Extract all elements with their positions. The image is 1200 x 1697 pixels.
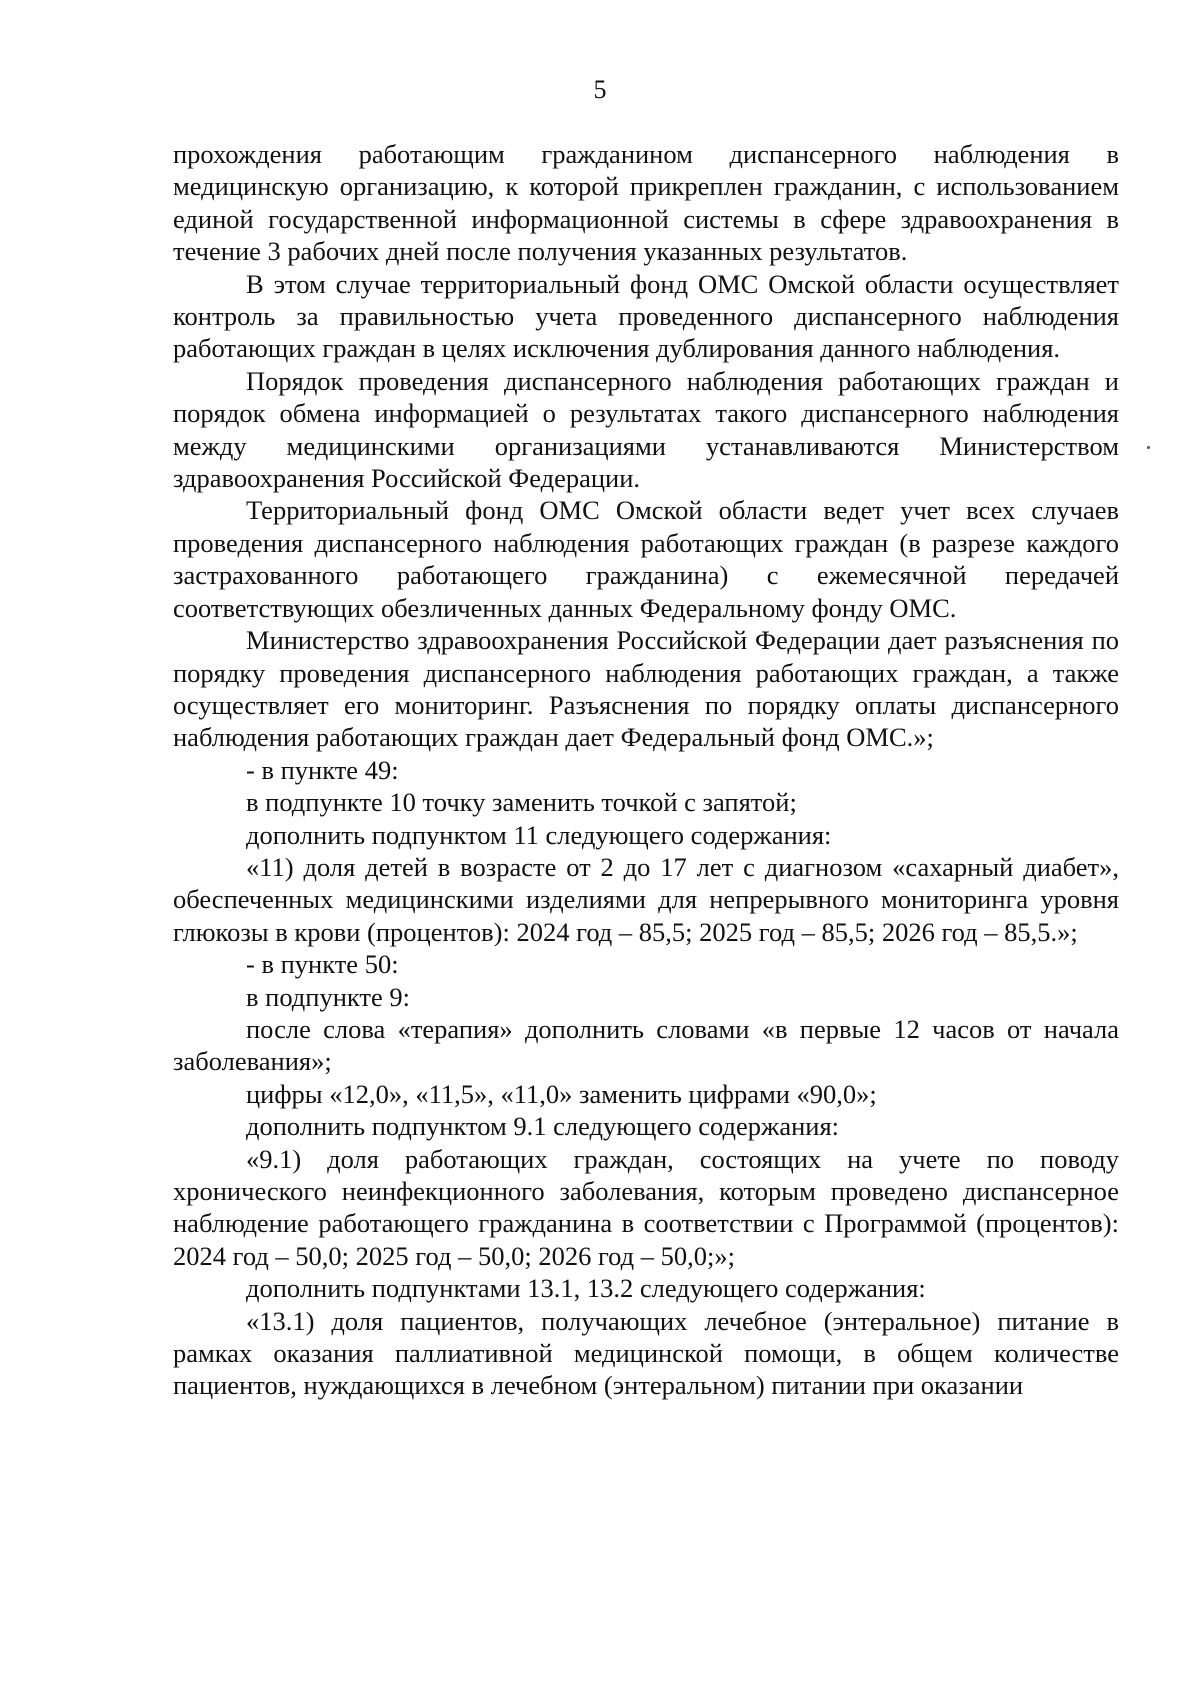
paragraph-fund-control: В этом случае территориальный фонд ОМС Омской области осуществляет контроль за правильностью учета проведенного диспансерного наблюдения работающих граждан в целях исключения дублирования данного наблюдения. xyxy=(173,268,1119,364)
paragraph-therapy-words: после слова «терапия» дополнить словами «в первые 12 часов от начала заболевания»; xyxy=(173,1013,1119,1077)
paragraph-add-subitems-13: дополнить подпунктами 13.1, 13.2 следующего содержания: xyxy=(246,1273,926,1304)
paragraph-item-50: - в пункте 50: xyxy=(246,949,399,980)
paragraph-ministry-clarifications: Министерство здравоохранения Российской Федерации дает разъяснения по порядку проведения диспансерного наблюдения работающих граждан, а также осуществляет его мониторинг. Разъяснения по порядку оплаты диспансерного наблюдения работающих граждан дает Федеральный фонд ОМС.»; xyxy=(173,625,1119,753)
paragraph-continuation: прохождения работающим гражданином диспансерного наблюдения в медицинскую организацию, к которой прикреплен гражданин, с использованием единой государственной информационной системы в сфере здравоохранения в течение 3 рабочих дней после получения указанных результатов. xyxy=(173,139,1119,267)
scan-speck xyxy=(1147,446,1150,449)
paragraph-digits-replace: цифры «12,0», «11,5», «11,0» заменить цифрами «90,0»; xyxy=(246,1078,877,1109)
paragraph-subitem-13-1-text: «13.1) доля пациентов, получающих лечебное (энтеральное) питание в рамках оказания паллиативной медицинской помощи, в общем количестве пациентов, нуждающихся в лечебном (энтеральном) питании при оказании xyxy=(173,1305,1119,1401)
paragraph-subitem-10: в подпункте 10 точку заменить точкой с запятой; xyxy=(246,787,797,818)
page-number: 5 xyxy=(593,75,607,104)
paragraph-subitem-9-1-text: «9.1) доля работающих граждан, состоящих на учете по поводу хронического неинфекционного заболевания, которым проведено диспансерное наблюдение работающего гражданина в соответствии с Программой (процентов): 2024 год – 50,0; 2025 год – 50,0; 2026 год – 50,0;»; xyxy=(173,1143,1119,1271)
paragraph-add-subitem-9-1: дополнить подпунктом 9.1 следующего содержания: xyxy=(246,1111,840,1142)
paragraph-subitem-11-text: «11) доля детей в возрасте от 2 до 17 лет с диагнозом «сахарный диабет», обеспеченных медицинскими изделиями для непрерывного мониторинга уровня глюкозы в крови (процентов): 2024 год – 85,5; 2025 год – 85,5; 2026 год – 85,5.»; xyxy=(173,851,1119,947)
paragraph-fund-records: Территориальный фонд ОМС Омской области ведет учет всех случаев проведения диспансерного наблюдения работающих граждан (в разрезе каждого застрахованного работающего гражданина) с ежемесячной передачей соответствующих обезличенных данных Федеральному фонду ОМС. xyxy=(173,495,1119,623)
paragraph-item-49: - в пункте 49: xyxy=(246,754,399,785)
document-body xyxy=(173,138,1119,1402)
paragraph-subitem-9: в подпункте 9: xyxy=(246,981,411,1012)
paragraph-procedure: Порядок проведения диспансерного наблюдения работающих граждан и порядок обмена информацией о результатах такого диспансерного наблюдения между медицинскими организациями устанавливаются Министерством здравоохранения Российской Федерации. xyxy=(173,365,1119,494)
paragraph-add-subitem-11: дополнить подпунктом 11 следующего содержания: xyxy=(246,819,832,850)
